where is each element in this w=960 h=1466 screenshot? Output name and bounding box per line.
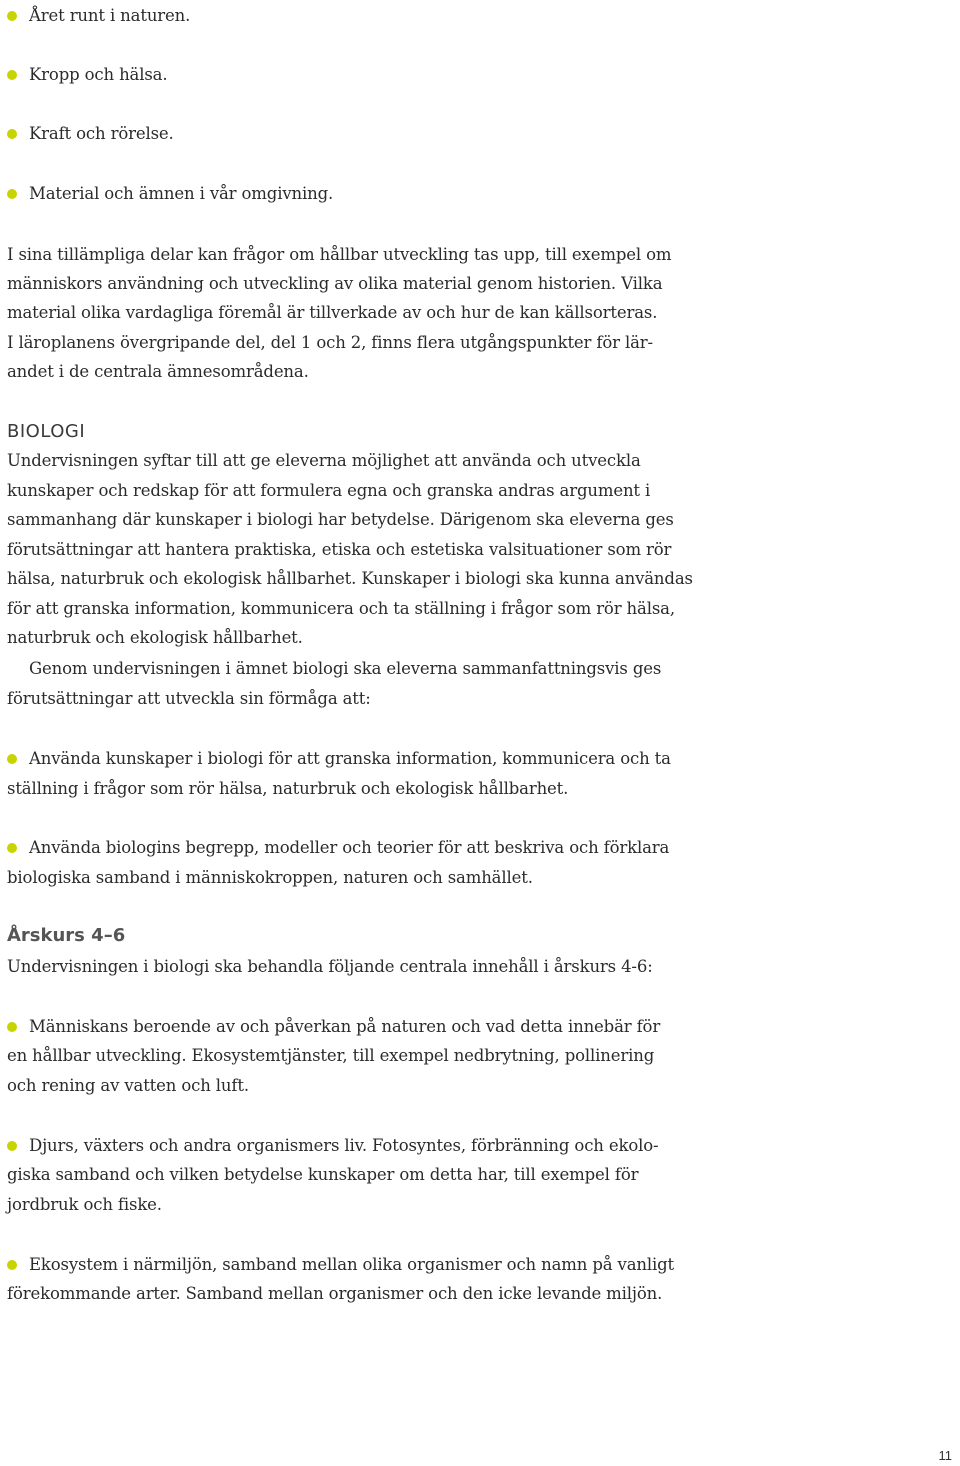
biologi-paragraph-line: naturbruk och ekologisk hållbarhet. — [7, 628, 303, 647]
intro-paragraph-line: andet i de centrala ämnesområdena. — [7, 362, 309, 381]
intro-bullet-1: Året runt i naturen. — [29, 6, 191, 25]
intro-bullet-3: Kraft och rörelse. — [29, 124, 174, 143]
arskurs-bullet-2-line: jordbruk och fiske. — [7, 1195, 162, 1214]
biologi-paragraph-line: för att granska information, kommunicera och ta ställning i frågor som rör hälsa, — [7, 599, 675, 618]
biologi-bullet-1-line: ställning i frågor som rör hälsa, naturbruk och ekologisk hållbarhet. — [7, 779, 569, 798]
arskurs-bullet-1-line: och rening av vatten och luft. — [7, 1076, 249, 1095]
biologi-paragraph-line: Undervisningen syftar till att ge eleverna möjlighet att använda och utveckla — [7, 451, 641, 470]
biologi-paragraph2-line: Genom undervisningen i ämnet biologi ska eleverna sammanfattningsvis ges — [29, 659, 662, 678]
intro-bullet-4: Material och ämnen i vår omgivning. — [29, 184, 334, 203]
arskurs-bullet-1-line: Människans beroende av och påverkan på naturen och vad detta innebär för — [29, 1017, 661, 1036]
intro-bullet-2: Kropp och hälsa. — [29, 65, 168, 84]
biologi-bullet-2-line: biologiska samband i människokroppen, naturen och samhället. — [7, 868, 533, 887]
arskurs-bullet-2-line: giska samband och vilken betydelse kunskaper om detta har, till exempel för — [7, 1165, 639, 1184]
intro-paragraph-line: människors användning och utveckling av olika material genom historien. Vilka — [7, 274, 663, 293]
biologi-paragraph-line: sammanhang där kunskaper i biologi har betydelse. Därigenom ska eleverna ges — [7, 510, 674, 529]
section-heading-arskurs: Årskurs 4–6 — [7, 925, 126, 946]
arskurs-bullet-3-line: Ekosystem i närmiljön, samband mellan olika organismer och namn på vanligt — [29, 1255, 675, 1274]
arskurs-intro: Undervisningen i biologi ska behandla följande centrala innehåll i årskurs 4-6: — [7, 957, 653, 976]
section-heading-biologi: BIOLOGI — [7, 421, 86, 442]
intro-paragraph-line: I sina tillämpliga delar kan frågor om hållbar utveckling tas upp, till exempel om — [7, 245, 672, 264]
intro-paragraph-line: material olika vardagliga föremål är tillverkade av och hur de kan källsorteras. — [7, 303, 658, 322]
arskurs-bullet-1-line: en hållbar utveckling. Ekosystemtjänster, till exempel nedbrytning, pollinering — [7, 1046, 655, 1065]
arskurs-bullet-3-line: förekommande arter. Samband mellan organismer och den icke levande miljön. — [7, 1284, 663, 1303]
biologi-bullet-2-line: Använda biologins begrepp, modeller och teorier för att beskriva och förklara — [29, 838, 670, 857]
biologi-paragraph-line: förutsättningar att hantera praktiska, etiska och estetiska valsituationer som rör — [7, 540, 672, 559]
arskurs-bullet-2-line: Djurs, växters och andra organismers liv. Fotosyntes, förbränning och ekolo- — [29, 1136, 659, 1155]
biologi-bullet-1-line: Använda kunskaper i biologi för att granska information, kommunicera och ta — [29, 749, 671, 768]
biologi-paragraph2-line: förutsättningar att utveckla sin förmåga att: — [7, 689, 371, 708]
biologi-paragraph-line: kunskaper och redskap för att formulera egna och granska andras argument i — [7, 481, 651, 500]
intro-paragraph-line: I läroplanens övergripande del, del 1 och 2, finns flera utgångspunkter för lär- — [7, 333, 653, 352]
page-number: 11 — [938, 1448, 952, 1463]
biologi-paragraph-line: hälsa, naturbruk och ekologisk hållbarhet. Kunskaper i biologi ska kunna användas — [7, 569, 693, 588]
